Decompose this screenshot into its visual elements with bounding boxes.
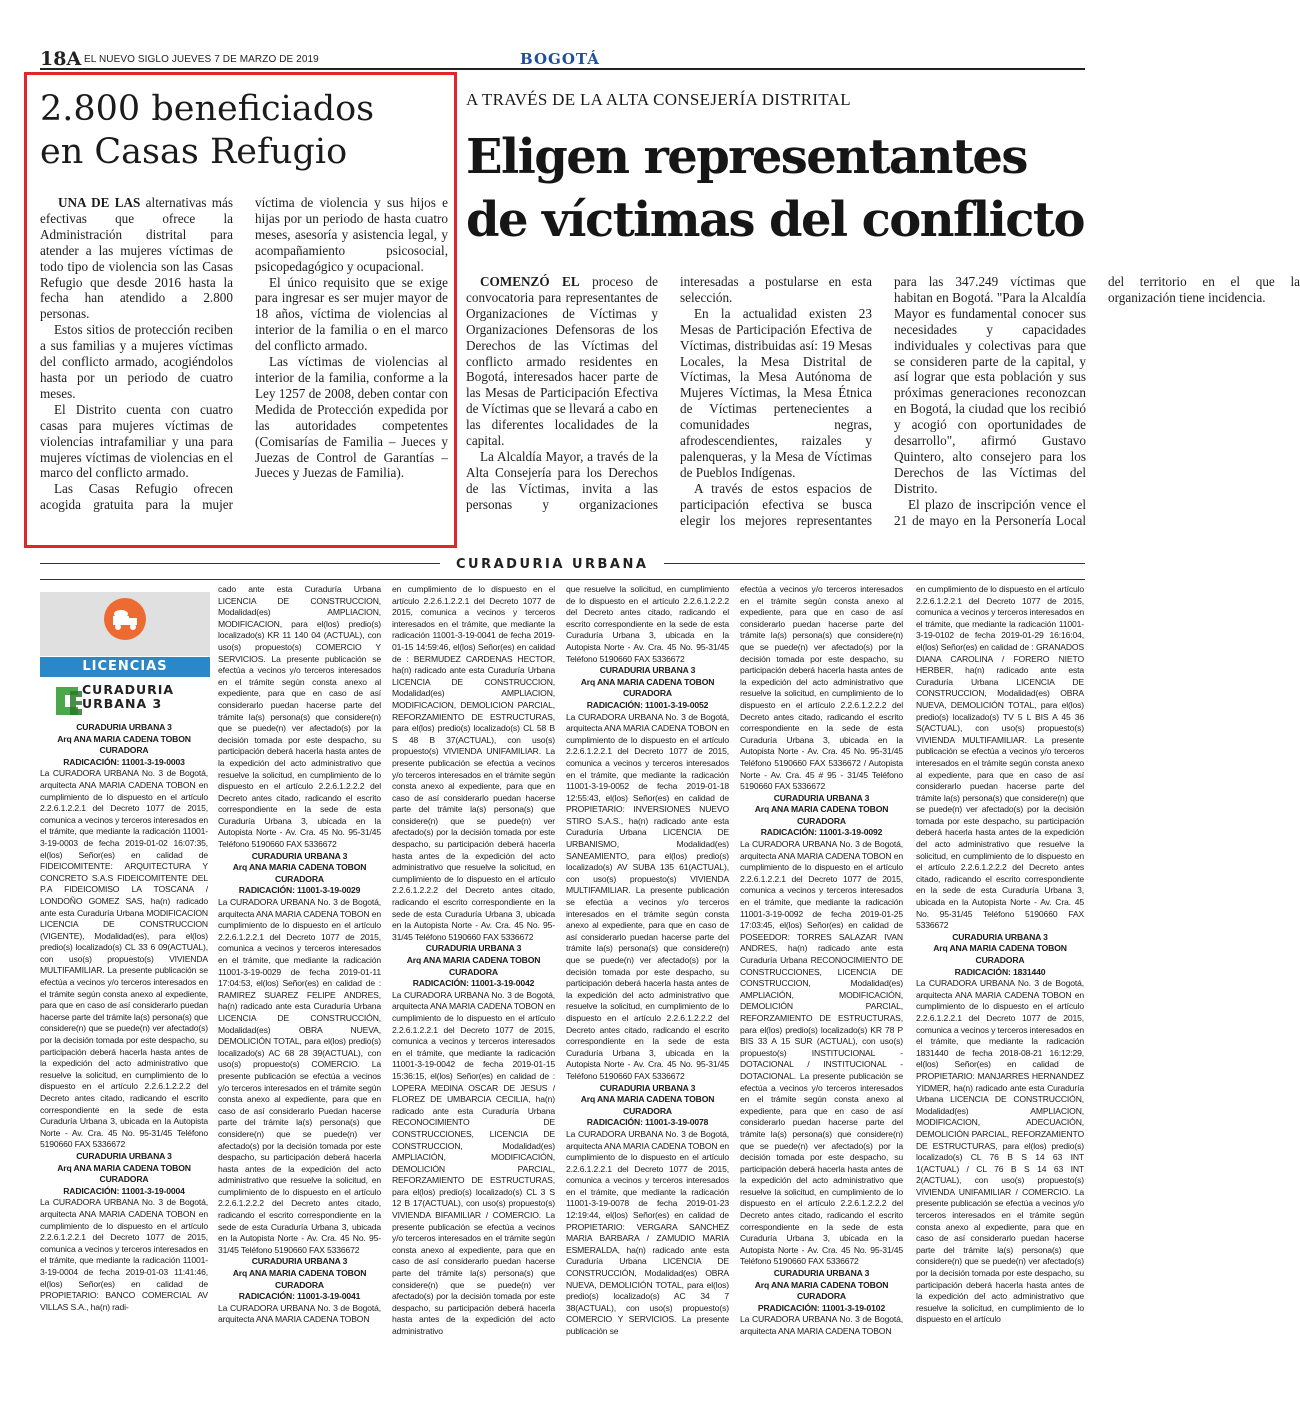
notice-heading: CURADURIA URBANA 3 Arq ANA MARIA CADENA TOBON CURADORA PRADICACIÓN: 11001-3-19-0102 [754,1268,889,1313]
notice-column-3 [392,584,555,1338]
side-paragraph [40,195,233,322]
side-paragraph: Estos sitios de protección reciben a sus familias y a mujeres víctimas del conflicto armado, acogiéndolos hasta por un periodo de cuatro meses. [40,322,233,401]
notice-text: La CURADORA URBANA No. 3 de Bogotá, arquitecta ANA MARIA CADENA TOBON en cumplimiento de lo dispuesto en el artículo 2.2.6.1.2.2.1 del Decreto 1077 de 2015, comunica a vecinos y terceros interesados en el trámite, que mediante la radicación 11001-3-19-0004 de fecha 2019-01-03 11:41:46, el(los) Señor(es) en calidad de PROPIETARIO: BANCO COMERCIAL AV VILLAS S.A., ha(n) radi- [40,1197,208,1312]
main-story-body [466,274,1300,536]
publication-info: EL NUEVO SIGLO JUEVES 7 DE MARZO DE 2019 [84,54,319,65]
side-paragraph: El único requisito que se exige para ingresar es ser mujer mayor de 18 años, víctima de violencias al interior de la familia o en el marco del conflicto armado. [255,274,448,354]
main-text: proceso de convocatoria para representantes de Organizaciones de Víctimas y Organizaciones Defensoras de los Derechos de las Víctimas del conflicto armado residentes en Bogotá, interesados hacer parte de las Mesas de Participación Efectiva de Víctimas que se llevará a cabo en las diferentes localidades de la capital. [466,274,658,449]
notice-text: que resuelve la solicitud, en cumplimiento de lo dispuesto en el artículo 2.2.6.1.2.2.2 del Decreto antes citado, radicando el escrito correspondiente en la sede de esta Curaduría Urbana 3, ubicada en la Autopista Norte - Av. Cra. 45 No. 95-31/45 Teléfono 5190660 FAX 5336672 [566,584,729,664]
licencias-label: LICENCIAS [40,657,210,677]
notice-column-6 [916,584,1084,1326]
notice-text: La CURADORA URBANA No. 3 de Bogotá, arquitecta ANA MARIA CADENA TOBON [740,1314,903,1336]
notice-heading: CURADURIA URBANA 3 Arq ANA MARIA CADENA TOBON CURADORA RADICACIÓN: 11001-3-19-0004 [57,1150,191,1196]
main-paragraph: A través de estos espacios de participación efectiva se busca elegir los mejores representantes para las 347.249 víctimas que habitan en Bogotá. "Para la Alcaldía Mayor es fundamental conocer sus necesidades y capacidades individuales y colectivas para que se consideren parte de la capital, y así lograr que esta población y sus próximas generaciones reconozcan en Bogotá, la ciudad que los recibió y acogió con oportunidades de desarrollo", afirmó Gustavo Quintero, alto consejero para los Derechos de las Víctimas del Distrito. [680,274,1086,528]
notice-text: en cumplimiento de lo dispuesto en el artículo 2.2.6.1.2.2.1 del Decreto 1077 de 2015, comunica a vecinos y terceros interesados en el trámite, que mediante la radicación 11001-3-19-0041 de fecha 2019-01-15 14:59:46, el(los) Señor(es) en calidad de : BERMUDEZ CARDENAS HECTOR, ha(n) radicado ante esta Curaduría Urbana LICENCIA DE CONSTRUCCION, Modalidad(es) AMPLIACION, MODIFICACION, DEMOLICION PARCIAL, REFORZAMIENTO DE ESTRUCTURAS, para el(los) predio(s) localizado(s) CL 58 B S 48 B 37(ACTUAL), con uso(s) propuesto(s) VIVIENDA UNIFAMILIAR. La presente publicación se efectúa a vecinos y/o terceros interesados en el trámite según consta anexo al expediente, para que en caso de así considerarlo puedan hacerse parte del trámite la(s) persona(s) que considere(n) que se puede(n) ver afectado(s) por la decisión tomada por este despacho, su participación deberá hacerla hasta antes de la expedición del acto administrativo que resuelve la solicitud, en cumplimiento de lo dispuesto en el artículo 2.2.6.1.2.2.2 del Decreto antes citado, radicando el escrito correspondiente en la sede de esta Curaduría Urbana 3, ubicada en la Autopista Norte - Av. Cra. 45 No. 95-31/45 Teléfono 5190660 FAX 5336672 [392,584,555,942]
main-paragraph [466,274,658,449]
main-paragraph: La Alcaldía Mayor, a través de la Alta Consejería para los Derechos de las Víctimas, invita a las personas y organizaciones interesadas a postularse en esta selección. [466,274,872,512]
side-story-title [40,88,450,174]
side-lead: UNA DE LAS [58,195,141,210]
side-story-body [40,195,448,535]
notice-text: en cumplimiento de lo dispuesto en el artículo 2.2.6.1.2.2.1 del Decreto 1077 de 2015, comunica a vecinos y terceros interesados en el trámite, que mediante la radicación 11001-3-19-0102 de fecha 2019-01-29 16:16:04, el(los) Señor(es) en calidad de : GRANADOS DIANA CAROLINA / FORERO NIETO HERBER, ha(n) radicado ante esta Curaduría Urbana LICENCIA DE CONSTRUCCION, Modalidad(es) OBRA NUEVA, DEMOLICIÓN TOTAL, para el(los) predio(s) localizado(s) TV 5 L BIS A 45 36 S(ACTUAL), con uso(s) propuesto(s) VIVIENDA MULTIFAMILIAR. La presente publicación se efectúa a vecinos y/o terceros interesados en el trámite según consta anexo al expediente, para que en caso de así considerarlo puedan hacerse parte del trámite la(s) persona(s) que considere(n) que se puede(n) ver afectado(s) por la decisión tomada por este despacho, su participación deberá hacerla hasta antes de la expedición del acto administrativo que resuelve la solicitud, en cumplimiento de lo dispuesto en el artículo 2.2.6.1.2.2.2 del Decreto antes citado, radicando el escrito correspondiente en la sede de esta Curaduría Urbana 3, ubicada en la Autopista Norte - Av. Cra. 45 No. 95-31/45 Teléfono 5190660 FAX 5336672 [916,584,1084,931]
notice-text: La CURADORA URBANA No. 3 de Bogotá, arquitecta ANA MARIA CADENA TOBON [218,1302,381,1325]
notice-text: La CURADORA URBANA No. 3 de Bogotá, arquitecta ANA MARIA CADENA TOBON en cumplimiento de lo dispuesto en el artículo 2.2.6.1.2.2.1 del Decreto 1077 de 2015, comunica a vecinos y terceros interesados en el trámite, que mediante la radicación 11001-3-19-0052 de fecha 2019-01-18 12:55:43, el(los) Señor(es) en calidad de PROPIETARIO: INVERSIONES NUEVO STIRO S.A.S., ha(n) radicado ante esta Curaduría Urbana LICENCIA DE URBANISMO, Modalidad(es) SANEAMIENTO, para el(los) predio(s) localizado(s) AV SUBA 135 61(ACTUAL), con uso(s) propuesto(s) VIVIENDA MULTIFAMILIAR. La presente publicación se efectúa a vecinos y/o terceros interesados en el trámite según consta anexo al expediente, para que en caso de así considerarlo puedan hacerse parte del trámite la(s) persona(s) que considere(n) que se puede(n) ver afectado(s) por la decisión tomada por este despacho, su participación deberá hacerla hasta antes de la expedición del acto administrativo que resuelve la solicitud, en cumplimiento de lo dispuesto en el artículo 2.2.6.1.2.2.2 del Decreto antes citado, radicando el escrito correspondiente en la sede de esta Curaduría Urbana 3, ubicada en la Autopista Norte - Av. Cra. 45 No. 95-31/45 Teléfono 5190660 FAX 5336672 [566,711,729,1081]
notice-column-5 [740,584,903,1338]
curaduria-title: CURADURIA URBANA [440,557,664,572]
notice-heading: CURADURIA URBANA 3 Arq ANA MARIA CADENA TOBON CURADORA RADICACIÓN: 1831440 [933,931,1067,977]
notice-text: efectúa a vecinos y/o terceros interesados en el trámite según consta anexo al expediente, para que en caso de así considerarlo puedan hacerse parte del trámite la(s) persona(s) que considere(n) que se puede(n) ver afectado(s) por la decisión tomada por este despacho, su participación deberá hacerla hasta antes de la expedición del acto administrativo que resuelve la solicitud, en cumplimiento de lo dispuesto en el artículo 2.2.6.1.2.2.2 del Decreto antes citado, radicando el escrito correspondiente en la sede de esta Curaduría Urbana 3, ubicada en la Autopista Norte - Av. Cra. 45 No. 95-31/45 Teléfono 5190660 FAX 5336672 / Autopista Norte - Av. Cra. 45 # 95 - 31/45 Teléfono 5190660 FAX 5336672 [740,584,903,792]
main-lead: COMENZÓ EL [480,274,580,289]
notice-text: La CURADORA URBANA No. 3 de Bogotá, arquitecta ANA MARIA CADENA TOBON en cumplimiento de lo dispuesto en el artículo 2.2.6.1.2.2.1 del Decreto 1077 de 2015, comunica a vecinos y terceros interesados en el trámite, que mediante la radicación 11001-3-19-0092 de fecha 2019-01-25 17:03:45, el(los) Señor(es) en calidad de POSEEDOR: TORRES SALAZAR IVAN ANDRES, ha(n) radicado ante esta Curaduría Urbana RECONOCIMIENTO DE CONSTRUCCIONES, LICENCIA DE CONSTRUCCION, Modalidad(es) AMPLIACIÓN, MODIFICACIÓN, DEMOLICIÓN PARCIAL, REFORZAMIENTO DE ESTRUCTURAS, para el(los) predio(s) localizado(s) KR 78 P BIS 33 A 15 SUR (ACTUAL), con uso(s) propuesto(s) INSTITUCIONAL - DOTACIONAL / INSTITUCIONAL - DOTACIONAL. La presente publicación se efectúa a vecinos y/o terceros interesados en el trámite según consta anexo al expediente, para que en caso de así considerarlo puedan hacerse parte del trámite la(s) persona(s) que considere(n) que se puede(n) ver afectado(s) por la decisión tomada por este despacho, su participación deberá hacerla hasta antes de la expedición del acto administrativo que resuelve la solicitud, en cumplimiento de lo dispuesto en el artículo 2.2.6.1.2.2.2 del Decreto antes citado, radicando el escrito correspondiente en la sede de esta Curaduría Urbana 3, ubicada en la Autopista Norte - Av. Cra. 45 No. 95-31/45 Teléfono 5190660 FAX 5336672 [740,839,903,1267]
notice-column-4 [566,584,729,1338]
logo-line-1: CURADURIA [82,682,175,697]
notice-heading: CURADURIA URBANA 3 Arq ANA MARIA CADENA TOBON CURADORA RADICACIÓN: 11001-3-19-0003 [57,722,191,767]
notice-text: La CURADORA URBANA No. 3 de Bogotá, arquitecta ANA MARIA CADENA TOBON en cumplimiento de lo dispuesto en el artículo 2.2.6.1.2.2.1 del Decreto 1077 de 2015, comunica a vecinos y terceros interesados en el trámite, que mediante la radicación 11001-3-19-0029 de fecha 2019-01-11 17:04:53, el(los) Señor(es) en calidad de : RAMIREZ SUAREZ FELIPE ANDRES, ha(n) radicado ante esta Curaduría Urbana LICENCIA DE CONSTRUCCIÓN, Modalidad(es) OBRA NUEVA, DEMOLICIÓN TOTAL, para el(los) predio(s) localizado(s) AC 68 28 39(ACTUAL), con uso(s) propuesto(s) COMERCIO. La presente publicación se efectúa a vecinos y/o terceros interesados en el trámite según consta anexo al expediente, para que en caso de así considerarlo Puedan hacerse parte del trámite la(s) persona(s) que considere(n) que se puede(n) ver afectado(s) por la decisión tomada por este despacho, su participación deberá hacerla hasta antes de la expedición del acto administrativo que resuelve la solicitud, en cumplimiento de lo dispuesto en el artículo 2.2.6.1.2.2.2 del Decreto antes citado, radicando el escrito correspondiente en la sede de esta Curaduría Urbana 3, ubicada en la Autopista Norte - Av. Cra. 45 No. 95-31/45 Teléfono 5190660 FAX 5336672 [218,897,381,1255]
main-paragraph: El plazo de inscripción vence el 21 de mayo en la Personería Local del territorio en el que la organización tiene incidencia. [894,274,1300,528]
notice-text: La CURADORA URBANA No. 3 de Bogotá, arquitecta ANA MARIA CADENA TOBON en cumplimiento de lo dispuesto en el artículo 2.2.6.1.2.2.1 del Decreto 1077 de 2015, comunica a vecinos y terceros interesados en el trámite, que mediante la radicación 1831440 de fecha 2018-08-21 16:12:29, el(los) Señor(es) en calidad de PROPIETARIO: MANJARRES HERNANDEZ YIDMER, ha(n) radicado ante esta Curaduría Urbana LICENCIA DE CONSTRUCCIÓN, Modalidad(es) AMPLIACION, MODIFICACION, ADECUACIÓN, DEMOLICIÓN PARCIAL, REFORZAMIENTO DE ESTRUCTURAS, para el(los) predio(s) localizado(s) CL 76 B S 14 63 INT 1(ACTUAL) / CL 76 B S 14 63 INT 2(ACTUAL), con uso(s) propuesto(s) VIVIENDA UNIFAMILIAR / COMERCIO. La presente publicación se efectúa a vecinos y/o terceros interesados en el trámite según consta anexo al expediente, para que en caso de así considerarlo puedan hacerse parte del trámite la(s) persona(s) que considere(n) que se puede(n) ver afectado(s) por la decisión tomada por este despacho, su participación deberá hacerla hasta antes de la expedición del acto administrativo que resuelve la solicitud, en cumplimiento de lo dispuesto en el artículo [916,978,1084,1325]
logo-text [82,683,174,711]
notice-heading: CURADURIA URBANA 3 Arq ANA MARIA CADENA TOBON CURADORA RADICACIÓN: 11001-3-19-0029 [232,850,367,896]
side-paragraph: Las Casas Refugio ofrecen acogida gratuita para la mujer víctima de violencia y sus hijos e hijas por un periodo de hasta cuatro meses, asesoría y asistencia legal, y acompañamiento psicosocial, psicopedagógico y ocupacional. [40,195,448,513]
side-title-line-2: en Casas Refugio [40,132,348,172]
notice-text: La CURADORA URBANA No. 3 de Bogotá, arquitecta ANA MARIA CADENA TOBON en cumplimiento de lo dispuesto en el artículo 2.2.6.1.2.2.1 del Decreto 1077 de 2015, comunica a vecinos y terceros interesados en el trámite, que mediante la radicación 11001-3-19-0042 de fecha 2019-01-15 15:36:15, el(los) Señor(es) en calidad de : LOPERA MEDINA OSCAR DE JESUS / FLOREZ DE UMBARCIA CECILIA, ha(n) radicado ante esta Curaduría Urbana RECONOCIMIENTO DE CONSTRUCCIONES, LICENCIA DE CONSTRUCCION, Modalidad(es) AMPLIACIÓN, MODIFICACIÓN, DEMOLICIÓN PARCIAL, REFORZAMIENTO DE ESTRUCTURAS, para el(los) predio(s) localizado(s) CL 3 S 12 B 17(ACTUAL), con uso(s) propuesto(s) VIVIENDA BIFAMILIAR / COMERCIO. La presente publicación se efectúa a vecinos y/o terceros interesados en el trámite según consta anexo al expediente, para que en caso de así considerarlo puedan hacerse parte del trámite la(s) persona(s) que considere(n) que se puede(n) ver afectado(s) por la decisión tomada por este despacho, su participación deberá hacerla hasta antes de la expedición del acto administrativo [392,989,555,1336]
notice-heading: CURADURIA URBANA 3 Arq ANA MARIA CADENA TOBON CURADORA RADICACIÓN: 11001-3-19-0042 [406,943,541,989]
main-paragraph: En la actualidad existen 23 Mesas de Participación Efectiva de Víctimas, distribuidas así: 19 Mesas Locales, la Mesa Distrital de Víctimas, la Mesa Autónoma de Mujeres Víctimas, la Mesa Étnica de Víctimas pertenecientes a comunidades negras, afrodescendientes, raizales y palenqueras, y la Mesa de Víctimas de Pueblos Indígenas. [680,305,872,480]
notice-heading: CURADURIA URBANA 3 Arq ANA MARIA CADENA TOBON CURADORA RADICACIÓN: 11001-3-19-0041 [232,1256,367,1302]
logo-line-2: URBANA 3 [82,696,163,711]
page-number: 18A [40,48,82,70]
licencias-badge [40,592,210,656]
side-title-line-1: 2.800 beneficiados [40,89,375,129]
notice-heading: CURADURIA URBANA 3 Arq ANA MARIA CADENA TOBON CURADORA RADICACIÓN: 11001-3-19-0052 [580,665,715,710]
side-text: alternativas más efectivas que ofrece la Administración distrital para atender a las mujeres víctimas de todo tipo de violencia son las Casas Refugio que desde 2016 hasta la fecha han atendido a 2.800 personas. [40,195,233,322]
notice-text: cado ante esta Curaduría Urbana LICENCIA DE CONSTRUCCION, Modalidad(es) AMPLIACION, MODIFICACION, para el(los) predio(s) localizado(s) KR 11 140 04 (ACTUAL), con uso(s) propuesto(s) COMERCIO Y SERVICIOS. La presente publicación se efectúa a vecinos y/o terceros interesados en el trámite según consta anexo al expediente, para que en caso de así considerarlo puedan hacerse parte del trámite la(s) persona(s) que considere(n) que se puede(n) ver afectado(s) por la decisión tomada por este despacho, su participación deberá hacerla hasta antes de la expedición del acto administrativo que resuelve la solicitud, en cumplimiento de lo dispuesto en el artículo 2.2.6.1.2.2.2 del Decreto antes citado, radicando el escrito correspondiente en la sede de esta Curaduría Urbana 3, ubicada en la Autopista Norte - Av. Cra. 45 No. 95-31/45 Teléfono 5190660 FAX 5336672 [218,584,381,850]
side-paragraph: Las víctimas de violencias al interior de la familia, conforme a la Ley 1257 de 2008, deben contar con Medida de Protección expedida por las autoridades competentes (Comisarías de Familia – Jueces y Juezas de Control de Garantías – Jueces y Juezas de Familia). [255,354,448,481]
side-paragraph: El Distrito cuenta con cuatro casas para mujeres víctimas de violencias intrafamiliar y una para mujeres víctimas de violencias en el marco del conflicto armado. [40,401,233,481]
notice-heading: CURADURIA URBANA 3 Arq ANA MARIA CADENA TOBON CURADORA RADICACIÓN: 11001-3-19-0092 [754,792,889,838]
notice-column-2 [218,584,381,1326]
main-headline [466,126,1086,252]
main-kicker: A TRAVÉS DE LA ALTA CONSEJERÍA DISTRITAL [466,90,851,109]
page-header [40,48,1085,70]
notice-text: La CURADORA URBANA No. 3 de Bogotá, arquitecta ANA MARIA CADENA TOBON en cumplimiento de lo dispuesto en el artículo 2.2.6.1.2.2.1 del Decreto 1077 de 2015, comunica a vecinos y terceros interesados en el trámite, que mediante la radicación 11001-3-19-0003 de fecha 2019-01-02 16:07:35, el(los) Señor(es) en calidad de FIDEICOMITENTE: ARQUITECTURA Y CONCRETO S.A.S FIDEICOMITENTE DEL P.A FIDEICOMISO LA TOSCANA / LONDOÑO GOMEZ SAS, ha(n) radicado ante esta Curaduría Urbana MODIFICACION LICENCIA DE CONSTRUCCION (VIGENTE), Modalidad(es), para el(los) predio(s) localizado(s) CL 33 6 09(ACTUAL), con uso(s) propuesto(s) VIVIENDA MULTIFAMILIAR. La presente publicación se efectúa a vecinos y/o terceros interesados en el trámite según consta anexo al expediente, para que en caso de así considerarlo puedan hacerse parte del trámite la(s) persona(s) que considere(n) que se puede(n) ver afectado(s) por la decisión tomada por este despacho, su participación deberá hacerla hasta antes de la expedición del acto administrativo que resuelve la solicitud, en cumplimiento de lo dispuesto en el artículo 2.2.6.1.2.2.2 del Decreto antes citado, radicando el escrito correspondiente en la sede de esta Curaduría Urbana 3, ubicada en la Autopista Norte - Av. Cra. 45 No. 95-31/45 Teléfono 5190660 FAX 5336672 [40,768,208,1150]
truck-icon [104,598,146,640]
notice-column-1 [40,722,208,1313]
headline-line-1: Eligen representantes [466,129,1027,185]
headline-line-2: de víctimas del conflicto [466,192,1084,248]
notice-text: La CURADORA URBANA No. 3 de Bogotá, arquitecta ANA MARIA CADENA TOBON en cumplimiento de lo dispuesto en el artículo 2.2.6.1.2.2.1 del Decreto 1077 de 2015, comunica a vecinos y terceros interesados en el trámite, que mediante la radicación 11001-3-19-0078 de fecha 2019-01-23 12:19:44, el(los) Señor(es) en calidad de PROPIETARIO: VERGARA SANCHEZ MARIA BARBARA / ZAMUDIO MARIA ESMERALDA, ha(n) radicado ante esta Curaduría Urbana LICENCIA DE CONSTRUCCIÓN, Modalidad(es) OBRA NUEVA, DEMOLICIÓN TOTAL, para el(los) predio(s) localizado(s) AC 34 7 38(ACTUAL), con uso(s) propuesto(s) COMERCIO Y SERVICIOS. La presente publicación se [566,1128,729,1336]
section-name: BOGOTÁ [520,50,600,68]
notice-heading: CURADURIA URBANA 3 Arq ANA MARIA CADENA TOBON CURADORA RADICACIÓN: 11001-3-19-0078 [580,1082,715,1128]
